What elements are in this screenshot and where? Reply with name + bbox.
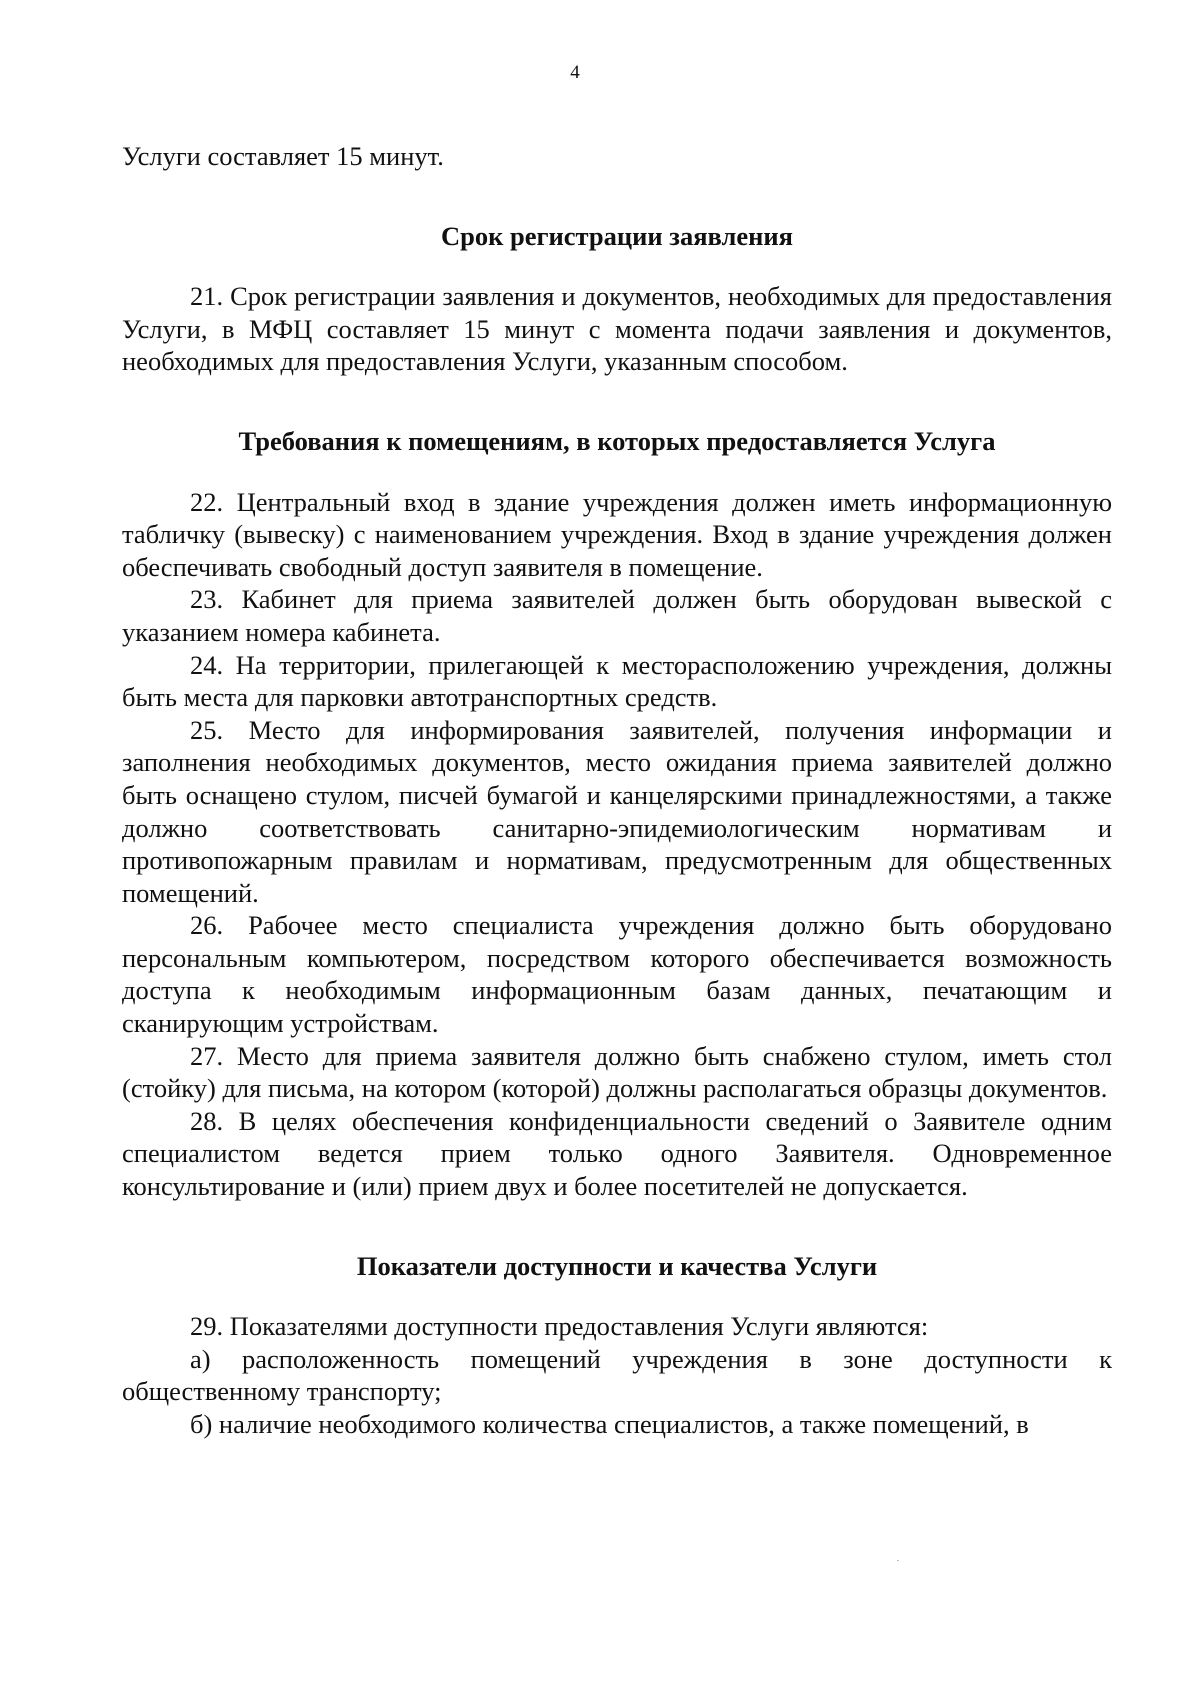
paragraph-24: 24. На территории, прилегающей к месторасположению учреждения, должны быть места для парковки автотранспортных средств. <box>122 649 1112 713</box>
paragraph-29-a: а) расположенность помещений учреждения в зоне доступности к общественному транспорту; <box>122 1343 1112 1407</box>
section-heading-indicators: Показатели доступности и качества Услуги <box>356 1250 878 1281</box>
paragraph-22: 22. Центральный вход в здание учреждения должен иметь информационную табличку (вывеску) с наименованием учреждения. Вход в здание учреждения должен обеспечивать свободный доступ заявителя в помещение. <box>122 486 1112 582</box>
paragraph-21: 21. Срок регистрации заявления и документов, необходимых для предоставления Услуги, в МФЦ составляет 15 минут с момента подачи заявления и документов, необходимых для предоставления Услуги, указанным способом. <box>122 281 1112 377</box>
paragraph-25: 25. Место для информирования заявителей, получения информации и заполнения необходимых документов, место ожидания приема заявителей должно быть оснащено стулом, писчей бумагой и канцелярскими принадлежностями, а также должно соответствовать санитарно-эпидемиологическим нормативам и противопожарным правилам и нормативам, предусмотренным для общественных помещений. <box>122 714 1112 908</box>
document-body <box>122 140 1112 1441</box>
paragraph-28: 28. В целях обеспечения конфиденциальности сведений о Заявителе одним специалистом ведется прием только одного Заявителя. Одновременное консультирование и (или) прием двух и более посетителей не допускается. <box>122 1105 1112 1202</box>
section-heading-registration: Срок регистрации заявления <box>440 220 794 251</box>
intro-paragraph: Услуги составляет 15 минут. <box>122 141 444 171</box>
page-number: 4 <box>570 62 580 83</box>
scan-speck <box>897 1560 899 1561</box>
section-heading-premises: Требования к помещениям, в которых предоставляется Услуга <box>238 425 996 456</box>
paragraph-29-b: б) наличие необходимого количества специалистов, а также помещений, в <box>190 1409 1029 1439</box>
paragraph-29: 29. Показателями доступности предоставления Услуги являются: <box>190 1311 929 1342</box>
paragraph-26: 26. Рабочее место специалиста учреждения должно быть оборудовано персональным компьютером, посредством которого обеспечивается возможность доступа к необходимым информационным базам данных, печатающим и сканирующим устройствам. <box>122 910 1112 1039</box>
paragraph-23: 23. Кабинет для приема заявителей должен быть оборудован вывеской с указанием номера кабинета. <box>122 584 1112 647</box>
paragraph-27: 27. Место для приема заявителя должно быть снабжено стулом, иметь стол (стойку) для письма, на котором (которой) должны располагаться образцы документов. <box>122 1040 1112 1104</box>
